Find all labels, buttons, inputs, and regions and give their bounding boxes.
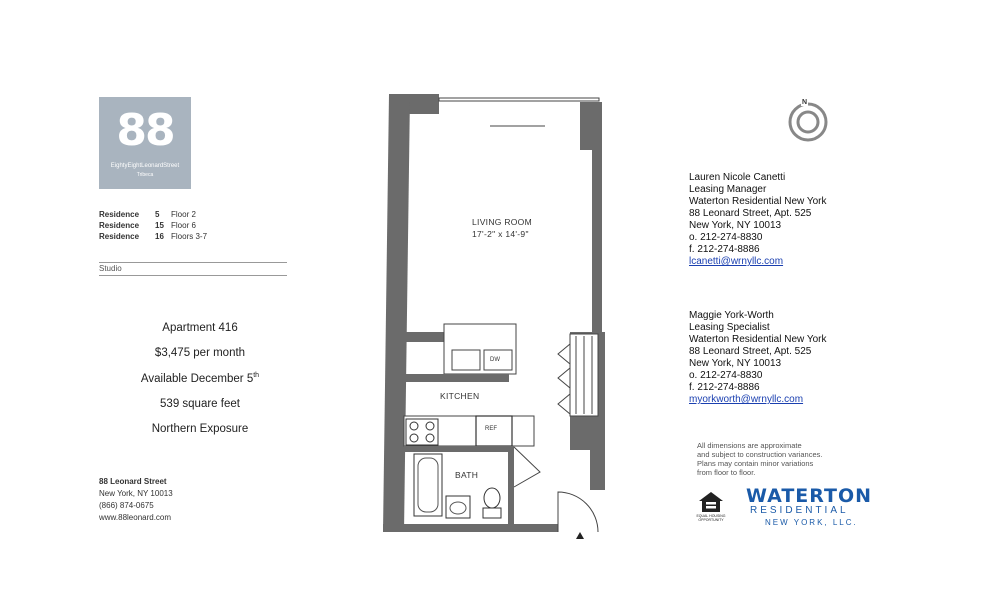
disclaimer: All dimensions are approximate and subject to construction variances. Plans may contain minor variations from floor to floor. <box>697 441 823 477</box>
contact-phone: o. 212-274-8830 <box>689 370 763 381</box>
contact-title: Leasing Manager <box>689 184 767 195</box>
contact-fax: f. 212-274-8886 <box>689 244 760 255</box>
listing-price: $3,475 per month <box>154 347 246 359</box>
waterton-logo-location: NEW YORK, LLC. <box>765 518 858 527</box>
contact-address: 88 Leonard Street, Apt. 525 <box>689 346 812 357</box>
logo-digits: 88 <box>116 105 174 156</box>
bath-label: BATH <box>455 470 479 480</box>
contact-name: Maggie York-Worth <box>689 310 774 321</box>
divider <box>99 275 287 276</box>
contact-company: Waterton Residential New York <box>689 196 827 207</box>
contact-city: New York, NY 10013 <box>689 220 782 231</box>
residence-row: Residence 16 Floors 3-7 <box>99 232 208 241</box>
unit-type: Studio <box>99 264 122 273</box>
listing-exposure: Northern Exposure <box>151 423 249 435</box>
floor-plan <box>380 92 615 542</box>
contact-card <box>689 172 826 268</box>
88-leonard-logo <box>99 97 191 189</box>
refrigerator-label: REF <box>485 426 497 432</box>
listing-availability: Available December 5th <box>140 372 260 385</box>
contact-address: 88 Leonard Street, Apt. 525 <box>689 208 812 219</box>
waterton-logo-sub: RESIDENTIAL <box>750 505 849 516</box>
equal-housing-icon <box>698 491 724 513</box>
contact-email-link[interactable]: myorkworth@wrnyllc.com <box>689 394 804 405</box>
waterton-logo-name: WATERTON <box>746 485 873 507</box>
living-room-label: LIVING ROOM <box>472 217 532 227</box>
building-address: 88 Leonard Street New York, NY 10013 (866) 874-0675 www.88leonard.com <box>99 477 173 522</box>
dishwasher-label: DW <box>490 357 500 363</box>
divider <box>99 262 287 263</box>
residence-row: Residence 15 Floor 6 <box>99 221 196 230</box>
kitchen-label: KITCHEN <box>440 391 480 401</box>
contact-city: New York, NY 10013 <box>689 358 782 369</box>
logo-brand-name: EightyEightLeonardStreet <box>110 163 180 169</box>
contact-card <box>689 310 826 406</box>
equal-housing-label: EQUAL HOUSING OPPORTUNITY <box>696 514 726 522</box>
residence-table <box>99 209 207 242</box>
contact-title: Leasing Specialist <box>689 322 770 333</box>
residence-row: Residence 5 Floor 2 <box>99 210 196 219</box>
contact-name: Lauren Nicole Canetti <box>689 172 786 183</box>
contact-fax: f. 212-274-8886 <box>689 382 760 393</box>
contact-phone: o. 212-274-8830 <box>689 232 763 243</box>
compass-north-label: N <box>802 99 808 106</box>
listing-size: 539 square feet <box>160 398 240 410</box>
logo-brand-location: Tribeca <box>136 172 154 178</box>
listing-apartment: Apartment 416 <box>162 322 238 334</box>
contact-company: Waterton Residential New York <box>689 334 827 345</box>
contact-email-link[interactable]: lcanetti@wrnyllc.com <box>689 256 784 267</box>
living-room-dimensions: 17'-2" x 14'-9" <box>472 229 529 239</box>
